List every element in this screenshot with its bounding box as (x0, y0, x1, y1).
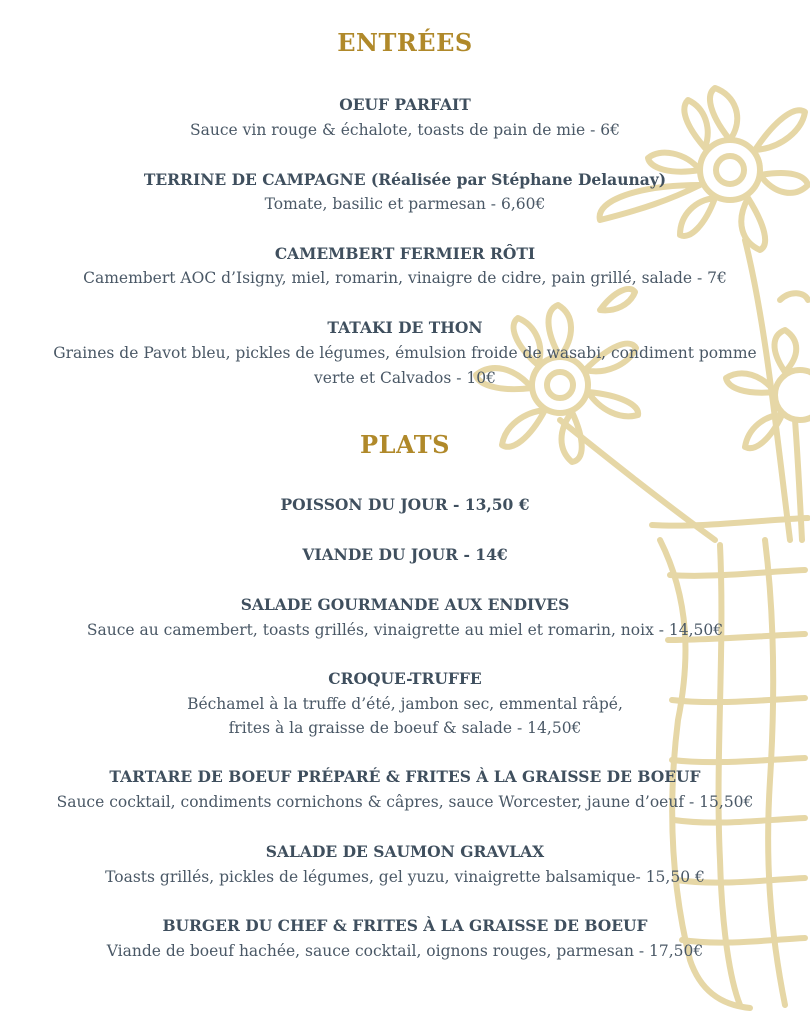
section-title-entrees: ENTRÉES (337, 28, 473, 57)
menu-item-name: SALADE DE SAUMON GRAVLAX (265, 842, 545, 861)
menu-item-name: POISSON DU JOUR - 13,50 € (280, 495, 530, 514)
menu-item-name: OEUF PARFAIT (339, 95, 471, 114)
menu-item-description: Graines de Pavot bleu, pickles de légumes, émulsion froide de wasabi, condiment pomme (53, 344, 757, 362)
menu-item-description: frites à la graisse de boeuf & salade - 14,50€ (228, 719, 582, 737)
vase-outline (652, 518, 808, 526)
menu-item-name: TERRINE DE CAMPAGNE (Réalisée par Stéphane Delaunay) (143, 170, 667, 189)
menu-item-name: TATAKI DE THON (327, 318, 483, 337)
menu-item-name: CROQUE-TRUFFE (328, 669, 482, 688)
menu-item-description: Viande de boeuf hachée, sauce cocktail, oignons rouges, parmesan - 17,50€ (106, 942, 704, 960)
menu-item-name: CAMEMBERT FERMIER RÔTI (274, 244, 536, 263)
menu-item-description: verte et Calvados - 10€ (314, 369, 496, 387)
menu-item-description: Tomate, basilic et parmesan - 6,60€ (264, 195, 546, 213)
menu-item-description: Sauce cocktail, condiments cornichons & câpres, sauce Worcester, jaune d’oeuf - 15,50€ (56, 793, 754, 811)
menu-item-description: Sauce vin rouge & échalote, toasts de pain de mie - 6€ (190, 121, 620, 139)
menu-item-description: Sauce au camembert, toasts grillés, vinaigrette au miel et romarin, noix - 14,50€ (86, 621, 724, 639)
section-title-plats: PLATS (360, 430, 450, 459)
menu-item-description: Toasts grillés, pickles de légumes, gel yuzu, vinaigrette balsamique- 15,50 € (105, 868, 705, 886)
menu-item-name: TARTARE DE BOEUF PRÉPARÉ & FRITES À LA GRAISSE DE BOEUF (109, 767, 701, 786)
menu-item-name: BURGER DU CHEF & FRITES À LA GRAISSE DE BOEUF (162, 916, 648, 935)
menu-item-name: SALADE GOURMANDE AUX ENDIVES (240, 595, 570, 614)
menu-item-description: Béchamel à la truffe d’été, jambon sec, emmental râpé, (187, 695, 623, 713)
menu-item-name: VIANDE DU JOUR - 14€ (302, 545, 508, 564)
menu-item-description: Camembert AOC d’Isigny, miel, romarin, vinaigre de cidre, pain grillé, salade - 7€ (83, 269, 727, 287)
